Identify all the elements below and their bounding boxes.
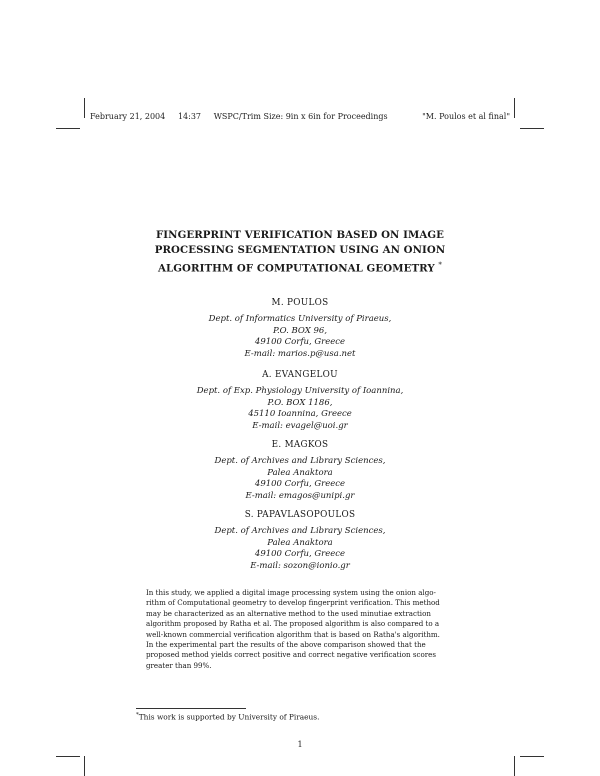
running-head-right: "M. Poulos et al final" — [422, 112, 510, 121]
affiliation — [90, 386, 510, 432]
email-text: E-mail: emagos@unipi.gr — [245, 490, 355, 501]
author-block-2 — [90, 370, 510, 432]
affiliation — [90, 456, 510, 502]
affiliation-line: Dept. of Exp. Physiology University of Ioannina, — [196, 386, 404, 396]
affiliation-line: P.O. BOX 1186, — [267, 397, 333, 408]
email-text: E-mail: evagel@uoi.gr — [252, 420, 348, 431]
affiliation-line: P.O. BOX 96, — [272, 325, 328, 336]
abstract-line: greater than 99%. — [146, 660, 212, 670]
title-footnote-mark: * — [438, 261, 443, 269]
author-block-1 — [90, 298, 510, 360]
footnote-rule — [136, 708, 246, 709]
footnote — [136, 712, 319, 721]
page-number: 1 — [297, 740, 303, 749]
email-text: E-mail: marios.p@usa.net — [244, 348, 356, 359]
title-line-3-text: ALGORITHM OF COMPUTATIONAL GEOMETRY — [157, 262, 435, 275]
affiliation-line: Palea Anaktora — [267, 537, 333, 548]
footnote-text: This work is supported by University of Piraeus. — [138, 712, 320, 722]
affiliation-line: Palea Anaktora — [267, 467, 333, 478]
abstract-line: In this study, we applied a digital image processing system using the onion algo- — [146, 588, 436, 597]
affiliation-line: 45110 Ioannina, Greece — [248, 409, 352, 419]
crop-mark-bottom-left-h — [56, 756, 80, 757]
crop-mark-bottom-right-v — [514, 756, 515, 776]
paper-title — [90, 228, 510, 276]
author-block-3 — [90, 440, 510, 502]
affiliation-line: Dept. of Informatics University of Piraeus, — [208, 314, 392, 324]
affiliation-line: 49100 Corfu, Greece — [254, 479, 346, 489]
crop-mark-top-left-h — [56, 128, 80, 129]
abstract-line: algorithm proposed by Ratha et al. The proposed algorithm is also compared to a — [146, 619, 440, 629]
abstract-line: rithm of Computational geometry to develop fingerprint verification. This method — [146, 598, 440, 608]
crop-mark-bottom-left-v — [84, 756, 85, 776]
affiliation — [90, 526, 510, 572]
abstract-line: may be characterized as an alternative method to the used minutiae extraction — [146, 608, 431, 618]
author-block-4 — [90, 510, 510, 572]
title-line-2: PROCESSING SEGMENTATION USING AN ONION — [154, 244, 446, 256]
abstract — [146, 588, 454, 671]
affiliation-line: Dept. of Archives and Library Sciences, — [214, 526, 386, 536]
title-line-1: FINGERPRINT VERIFICATION BASED ON IMAGE — [155, 229, 445, 241]
affiliation-line: 49100 Corfu, Greece — [254, 337, 346, 347]
affiliation-line: Dept. of Archives and Library Sciences, — [214, 456, 386, 466]
email-text: E-mail: sozon@ionio.gr — [250, 560, 350, 571]
running-head-left: February 21, 2004 14:37 WSPC/Trim Size: 9in x 6in for Proceedings — [90, 112, 388, 121]
author-name: E. MAGKOS — [271, 440, 329, 450]
abstract-line: In the experimental part the results of the above comparison showed that the — [146, 640, 426, 650]
abstract-line: proposed method yields correct positive and correct negative verification scores — [146, 650, 436, 660]
crop-mark-bottom-right-h — [520, 756, 544, 757]
crop-mark-top-right-v — [514, 98, 515, 118]
title-line-3 — [90, 258, 510, 276]
abstract-line: well-known commercial verification algorithm that is based on Ratha's algorithm. — [146, 629, 440, 639]
affiliation — [90, 314, 510, 360]
author-name: A. EVANGELOU — [262, 370, 338, 380]
author-name: S. PAPAVLASOPOULOS — [244, 510, 356, 520]
author-name: M. POULOS — [271, 298, 329, 308]
affiliation-line: 49100 Corfu, Greece — [254, 549, 346, 559]
footnote-mark: * — [136, 712, 139, 718]
crop-mark-top-right-h — [520, 128, 544, 129]
crop-mark-top-left-v — [84, 98, 85, 118]
